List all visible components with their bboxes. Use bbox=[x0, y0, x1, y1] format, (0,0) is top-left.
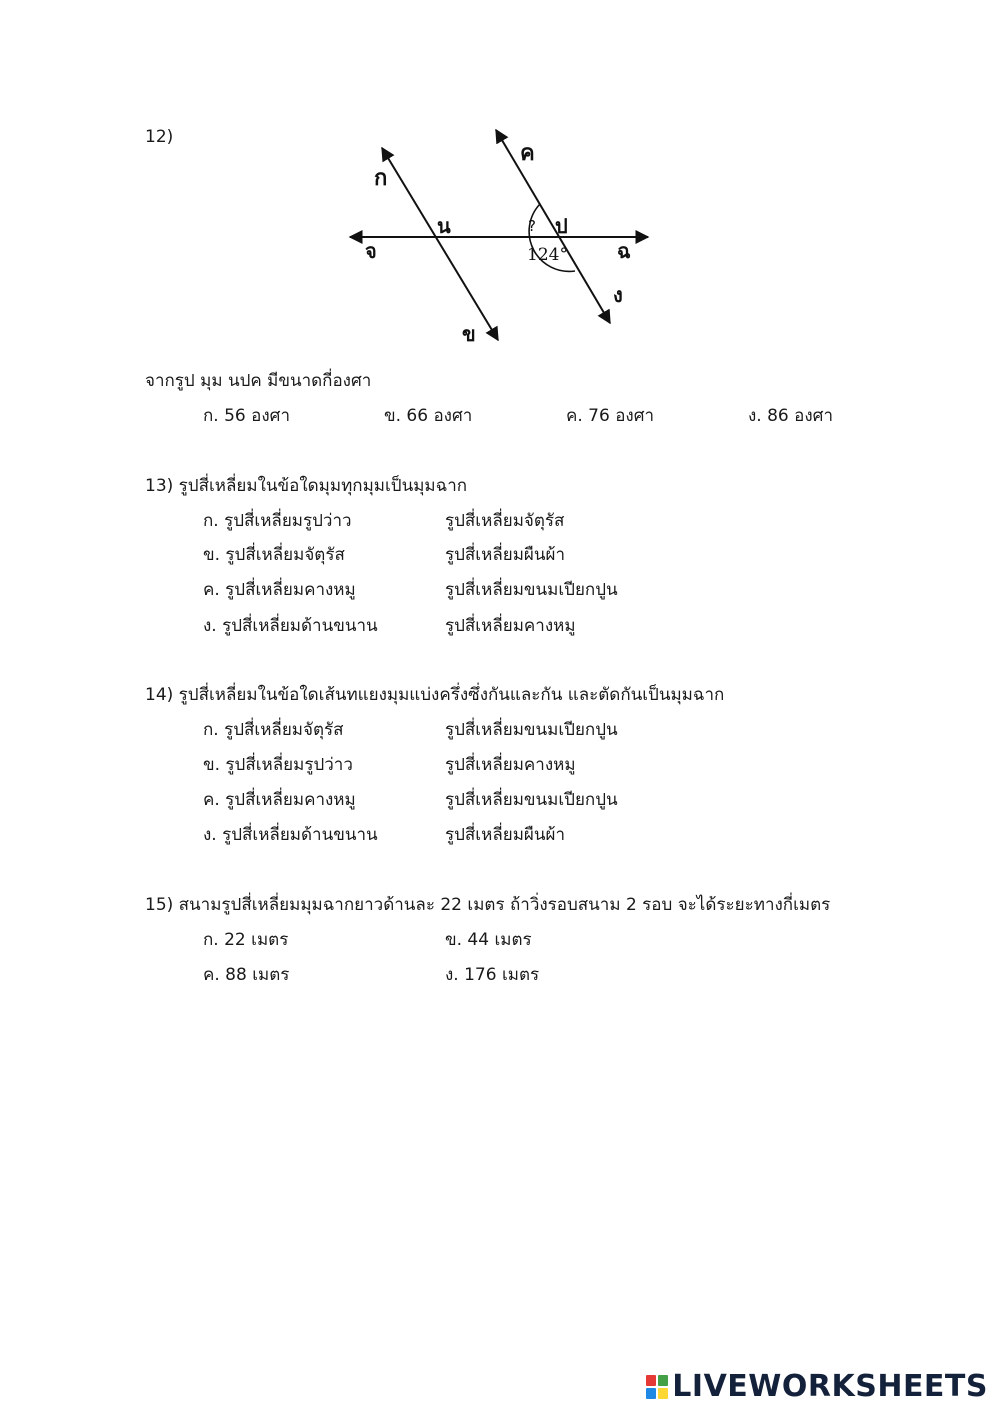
q15-choice-a[interactable]: ก. 22 เมตร bbox=[203, 930, 289, 950]
q14-choice-c-second: รูปสี่เหลี่ยมขนมเปียกปูน bbox=[445, 790, 618, 810]
q12-choice-d[interactable]: ง. 86 องศา bbox=[748, 406, 833, 426]
q14-choice-a-second: รูปสี่เหลี่ยมขนมเปียกปูน bbox=[445, 720, 618, 740]
label-p: ป bbox=[555, 214, 568, 238]
q13-choice-d-second: รูปสี่เหลี่ยมคางหมู bbox=[445, 616, 576, 636]
q13-choice-c-second: รูปสี่เหลี่ยมขนมเปียกปูน bbox=[445, 580, 618, 600]
angle-value: 124° bbox=[527, 245, 568, 265]
q13-choice-d-first[interactable]: ง. รูปสี่เหลี่ยมด้านขนาน bbox=[203, 616, 378, 636]
question-14-text: 14) รูปสี่เหลี่ยมในข้อใดเส้นทแยงมุมแบ่งครึ่งซึ่งกันและกัน และตัดกันเป็นมุมฉาก bbox=[145, 685, 725, 705]
q15-choice-b[interactable]: ข. 44 เมตร bbox=[445, 930, 532, 950]
label-kho: ค bbox=[520, 141, 535, 166]
q14-choice-c-first[interactable]: ค. รูปสี่เหลี่ยมคางหมู bbox=[203, 790, 356, 810]
q13-choice-b-first[interactable]: ข. รูปสี่เหลี่ยมจัตุรัส bbox=[203, 545, 345, 565]
q13-choice-a-first[interactable]: ก. รูปสี่เหลี่ยมรูปว่าว bbox=[203, 511, 352, 531]
liveworksheets-logo-icon bbox=[646, 1375, 668, 1399]
label-n: น bbox=[437, 214, 451, 238]
unknown-angle-mark: ? bbox=[528, 217, 536, 235]
q14-choice-d-second: รูปสี่เหลี่ยมผืนผ้า bbox=[445, 825, 565, 845]
q14-choice-a-first[interactable]: ก. รูปสี่เหลี่ยมจัตุรัส bbox=[203, 720, 344, 740]
q12-choice-c[interactable]: ค. 76 องศา bbox=[566, 406, 655, 426]
liveworksheets-logo bbox=[646, 1369, 988, 1404]
q14-choice-d-first[interactable]: ง. รูปสี่เหลี่ยมด้านขนาน bbox=[203, 825, 378, 845]
q13-choice-c-first[interactable]: ค. รูปสี่เหลี่ยมคางหมู bbox=[203, 580, 356, 600]
q14-choice-b-first[interactable]: ข. รูปสี่เหลี่ยมรูปว่าว bbox=[203, 755, 353, 775]
question-13-text: 13) รูปสี่เหลี่ยมในข้อใดมุมทุกมุมเป็นมุมฉาก bbox=[145, 476, 468, 496]
label-ch: จ bbox=[365, 239, 377, 263]
line-kho-ng bbox=[496, 130, 610, 323]
question-15-text: 15) สนามรูปสี่เหลี่ยมมุมฉากยาวด้านละ 22 เมตร ถ้าวิ่งรอบสนาม 2 รอบ จะได้ระยะทางกี่เมตร bbox=[145, 895, 831, 915]
q14-choice-b-second: รูปสี่เหลี่ยมคางหมู bbox=[445, 755, 576, 775]
label-cho: ฉ bbox=[617, 239, 631, 263]
question-12-number: 12) bbox=[145, 127, 174, 147]
q13-choice-a-second: รูปสี่เหลี่ยมจัตุรัส bbox=[445, 511, 565, 531]
label-kh: ข bbox=[462, 322, 476, 346]
parallel-lines-diagram bbox=[330, 120, 670, 350]
q15-choice-c[interactable]: ค. 88 เมตร bbox=[203, 965, 290, 985]
q12-choice-b[interactable]: ข. 66 องศา bbox=[384, 406, 473, 426]
line-k-kh bbox=[382, 148, 498, 340]
liveworksheets-logo-text: LIVEWORKSHEETS bbox=[672, 1369, 988, 1404]
q15-choice-d[interactable]: ง. 176 เมตร bbox=[445, 965, 540, 985]
q12-choice-a[interactable]: ก. 56 องศา bbox=[203, 406, 290, 426]
label-ng: ง bbox=[613, 283, 623, 307]
q13-choice-b-second: รูปสี่เหลี่ยมผืนผ้า bbox=[445, 545, 565, 565]
question-12-text: จากรูป มุม นปค มีขนาดกี่องศา bbox=[145, 371, 372, 391]
label-k: ก bbox=[374, 166, 388, 191]
